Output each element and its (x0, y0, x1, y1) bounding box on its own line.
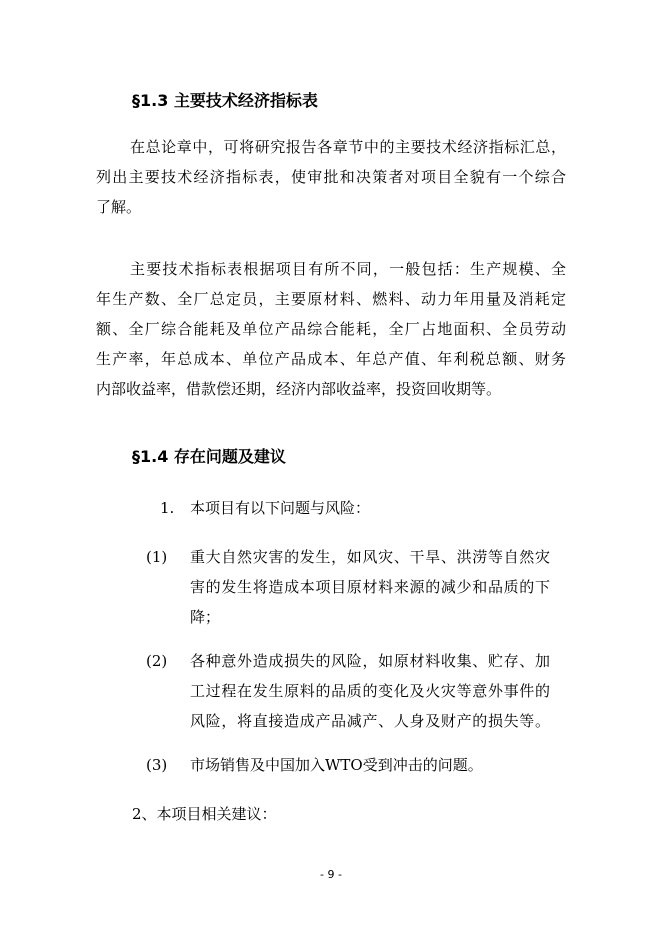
risk-item-2 (190, 646, 550, 736)
risk-line: 风险，将直接造成产品减产、人身及财产的损失等。 (190, 712, 550, 730)
paragraph-line: 内部收益率，借款偿还期，经济内部收益率，投资回收期等。 (96, 380, 502, 398)
section-heading-1-3: §1.3 主要技术经济指标表 (132, 91, 318, 110)
page-number: - 9 - (320, 868, 342, 881)
list-item-2: 2、本项目相关建议： (132, 805, 277, 823)
paragraph-2 (96, 254, 566, 404)
risk-number-1: (1) (146, 548, 168, 566)
risk-line: 害的发生将造成本项目原材料来源的减少和品质的下 (190, 578, 550, 596)
risk-number-3: (3) (146, 756, 168, 774)
risk-item-1 (190, 542, 550, 632)
paragraph-line: 额、全厂综合能耗及单位产品综合能耗，全厂占地面积、全员劳动 (96, 320, 566, 338)
paragraph-line: 年生产数、全厂总定员，主要原材料、燃料、动力年用量及消耗定 (96, 290, 566, 308)
risk-line: 重大自然灾害的发生，如风灾、干旱、洪涝等自然灾 (190, 548, 550, 566)
paragraph-line: 了解。 (96, 198, 142, 216)
list-number-1: 1. (160, 499, 175, 517)
risk-line: 降； (190, 608, 221, 626)
paragraph-line: 主要技术指标表根据项目有所不同，一般包括：生产规模、全 (130, 260, 566, 278)
risk-item-3 (190, 750, 550, 780)
section-heading-1-4: §1.4 存在问题及建议 (132, 447, 286, 466)
paragraph-line: 列出主要技术经济指标表，使审批和决策者对项目全貌有一个综合 (96, 168, 566, 186)
risk-line: 市场销售及中国加入WTO受到冲击的问题。 (190, 756, 483, 774)
risk-line: 工过程在发生原料的品质的变化及火灾等意外事件的 (190, 682, 550, 700)
risk-number-2: (2) (146, 652, 168, 670)
list-item-1: 本项目有以下问题与风险： (190, 499, 371, 517)
paragraph-1 (96, 132, 566, 222)
paragraph-line: 生产率，年总成本、单位产品成本、年总产值、年利税总额、财务 (96, 350, 566, 368)
paragraph-line: 在总论章中，可将研究报告各章节中的主要技术经济指标汇总， (130, 138, 566, 156)
risk-line: 各种意外造成损失的风险，如原材料收集、贮存、加 (190, 652, 550, 670)
